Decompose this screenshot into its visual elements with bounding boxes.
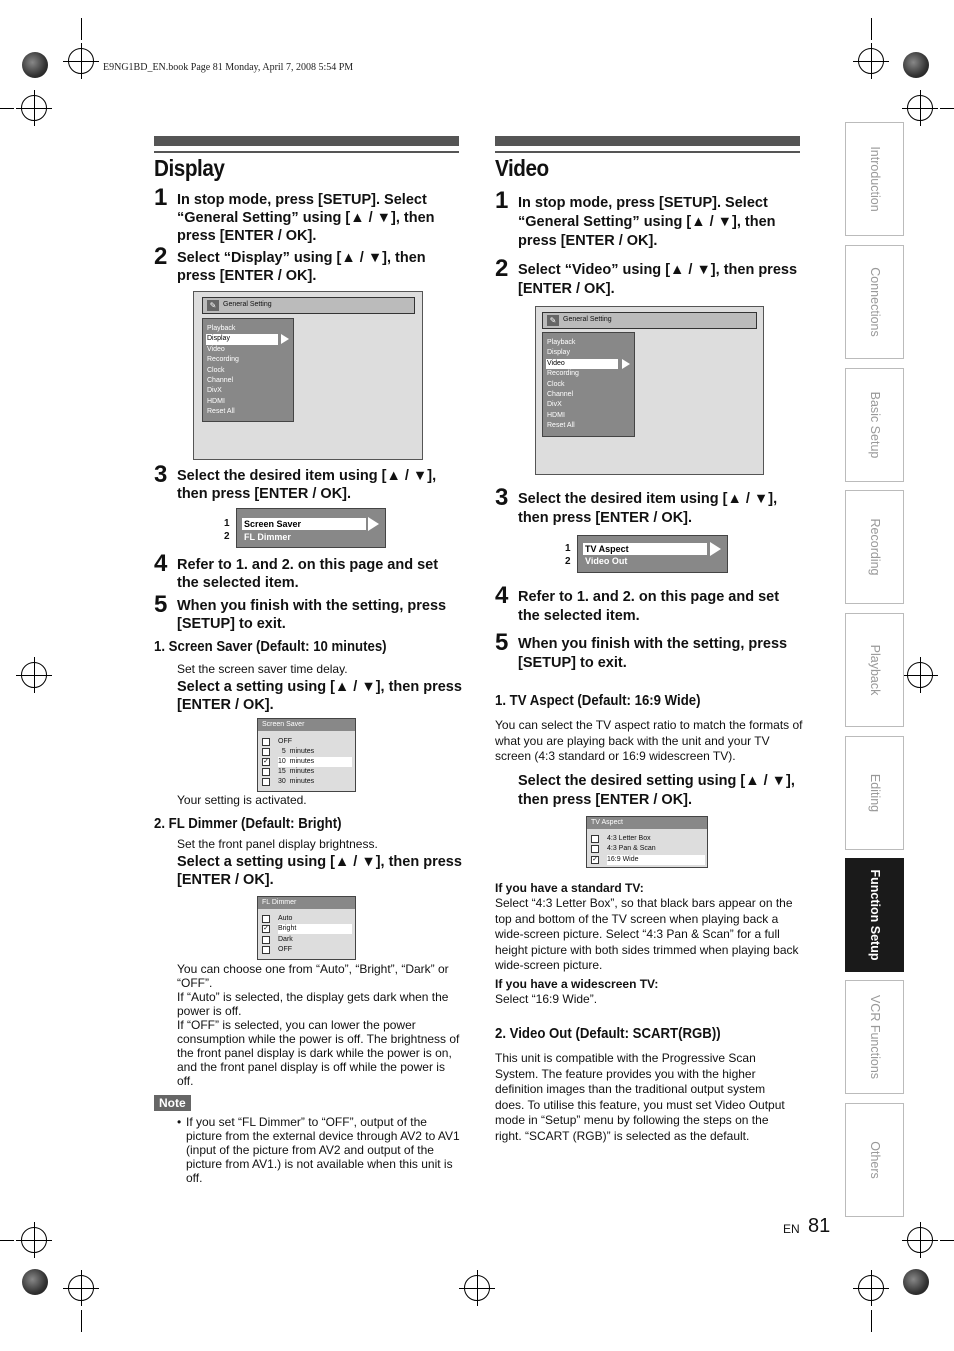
step-number: 3 xyxy=(154,461,168,488)
instruction: Select a setting using [▲ / ▼], then press [ENTER / OK]. xyxy=(177,854,462,888)
section-title-video: Video xyxy=(495,155,549,181)
section-rule xyxy=(154,151,459,153)
registration-ball xyxy=(903,52,929,78)
crop-line xyxy=(0,1240,14,1241)
checkbox-icon[interactable] xyxy=(262,768,270,776)
option-label: Dark xyxy=(278,936,293,943)
step-text: Select the desired item using [▲ / ▼], then press [ENTER / OK]. xyxy=(518,491,778,526)
menu-item[interactable]: Channel xyxy=(207,376,234,384)
menu-item[interactable]: Reset All xyxy=(547,422,575,430)
options-title: FL Dimmer xyxy=(258,897,355,909)
checkbox-icon[interactable] xyxy=(591,845,599,853)
section-bar xyxy=(154,136,459,146)
instruction: Select a setting using [▲ / ▼], then press [ENTER / OK]. xyxy=(177,679,462,713)
menu-item[interactable]: DivX xyxy=(547,401,562,409)
menu-item[interactable]: Channel xyxy=(547,390,574,398)
crop-line xyxy=(871,18,872,40)
menu-item[interactable]: Clock xyxy=(547,380,565,388)
tab-basic-setup[interactable] xyxy=(845,368,904,482)
bullet: • xyxy=(177,1115,182,1129)
crop-target xyxy=(907,1227,933,1253)
option-label: 4:3 Letter Box xyxy=(607,835,651,842)
step-number: 2 xyxy=(154,243,168,270)
step-text: Select the desired item using [▲ / ▼], then press [ENTER / OK]. xyxy=(177,468,437,502)
crop-line xyxy=(871,1310,872,1332)
wrench-icon: ✎ xyxy=(547,315,559,326)
options-body xyxy=(587,829,707,867)
crop-target xyxy=(858,1275,884,1301)
checkbox-icon[interactable] xyxy=(262,738,270,746)
step-number: 5 xyxy=(154,591,168,618)
menu-item[interactable]: HDMI xyxy=(547,411,565,419)
description: This unit is compatible with the Progressive Scan System. The feature provides you with the higher definition images than the traditional output system does. To utilise this feature, you must set Video Output mode in “Setup” menu by following the steps on the right. “SCART (RGB)” is selected as the default. xyxy=(495,1051,785,1143)
step-text: Refer to 1. and 2. on this page and set the selected item. xyxy=(518,589,780,624)
menu-item[interactable]: HDMI xyxy=(207,397,225,405)
tab-label: Basic Setup xyxy=(867,391,882,459)
step-number: 4 xyxy=(154,550,168,577)
picker-item[interactable]: FL Dimmer xyxy=(244,532,291,542)
crop-line xyxy=(0,108,14,109)
menu-item[interactable]: Clock xyxy=(207,366,225,374)
step-number: 1 xyxy=(154,184,168,211)
option-row[interactable] xyxy=(262,935,352,945)
standard-tv-heading: If you have a standard TV: xyxy=(495,881,644,895)
option-label: 4:3 Pan & Scan xyxy=(607,845,656,852)
tab-connections[interactable] xyxy=(845,245,904,359)
options-body xyxy=(258,731,355,791)
option-row[interactable] xyxy=(262,777,352,787)
tv-aspect-options xyxy=(586,816,708,868)
option-row[interactable] xyxy=(262,914,352,924)
crop-line xyxy=(940,108,954,109)
pick-number: 2 xyxy=(565,556,571,567)
subsection-heading: 2. Video Out (Default: SCART(RGB)) xyxy=(495,1025,721,1042)
description: Set the front panel display brightness. xyxy=(177,837,378,851)
page-number: 81 xyxy=(808,1215,831,1237)
item-picker xyxy=(577,535,728,573)
option-label: 16:9 Wide xyxy=(607,855,705,865)
step-text: Select “Video” using [▲ / ▼], then press [ENTER / OK]. xyxy=(518,262,798,297)
section-rule xyxy=(495,151,800,153)
tab-introduction[interactable] xyxy=(845,122,904,236)
subsection-heading: 2. FL Dimmer (Default: Bright) xyxy=(154,815,342,832)
option-label: OFF xyxy=(278,738,292,745)
menu-item[interactable]: Playback xyxy=(547,339,576,346)
description: You can select the TV aspect ratio to match the formats of what you are playing back with the unit and your TV screen (4:3 standard or 16:9 widescreen TV). xyxy=(495,718,803,763)
fl-dimmer-options xyxy=(257,896,356,960)
menu-item[interactable]: Video xyxy=(207,345,225,353)
menu-item[interactable]: Reset All xyxy=(207,408,235,416)
tab-others[interactable] xyxy=(845,1103,904,1217)
note-badge: Note xyxy=(154,1095,191,1111)
screen-saver-options xyxy=(257,718,356,792)
option-row-selected[interactable] xyxy=(262,924,352,934)
checkbox-icon[interactable] xyxy=(262,915,270,923)
print-header: E9NG1BD_EN.book Page 81 Monday, April 7, 2008 5:54 PM xyxy=(103,62,354,73)
arrow-right-icon xyxy=(368,517,379,531)
crop-target xyxy=(464,1275,490,1301)
subsection-heading: 1. Screen Saver (Default: 10 minutes) xyxy=(154,638,387,655)
section-bar xyxy=(495,136,800,146)
option-label: 30 minutes xyxy=(278,778,315,785)
tab-vcr-functions[interactable] xyxy=(845,980,904,1094)
screen-titlebar xyxy=(202,297,415,314)
option-label: 15 minutes xyxy=(278,768,315,775)
tab-label: Playback xyxy=(867,644,882,696)
checkbox-icon[interactable] xyxy=(262,946,270,954)
arrow-right-icon xyxy=(710,542,721,556)
tab-recording[interactable] xyxy=(845,490,904,604)
language-code: EN xyxy=(783,1222,800,1236)
option-label: Auto xyxy=(278,915,293,922)
step-text: In stop mode, press [SETUP]. Select “General Setting” using [▲ / ▼], then press [ENTER / OK]. xyxy=(177,192,435,244)
tab-label: VCR Functions xyxy=(867,994,882,1080)
checked-checkbox-icon[interactable]: ✓ xyxy=(263,758,269,765)
menu-item-selected[interactable]: Display xyxy=(206,334,278,344)
menu-item[interactable]: Recording xyxy=(547,370,579,378)
crop-target xyxy=(907,95,933,121)
step-text: When you finish with the setting, press [SETUP] to exit. xyxy=(177,598,447,632)
crop-target xyxy=(21,1227,47,1253)
arrow-right-icon xyxy=(281,334,289,344)
crop-target xyxy=(858,48,884,74)
widescreen-tv-text: Select “16:9 Wide”. xyxy=(495,992,598,1006)
arrow-right-icon xyxy=(622,359,630,369)
menu-item-selected[interactable]: Video xyxy=(546,359,618,369)
option-label: OFF xyxy=(278,946,292,953)
subsection-heading: 1. TV Aspect (Default: 16:9 Wide) xyxy=(495,692,701,709)
note-text: If you set “FL Dimmer” to “OFF”, output of the picture from the external device through AV2 to AV1 (input of the picture from AV2 and output of the picture from AV1.) is not available when this unit is off. xyxy=(186,1115,460,1185)
checked-checkbox-icon[interactable]: ✓ xyxy=(263,925,269,932)
step-number: 4 xyxy=(495,582,509,609)
tab-label: Introduction xyxy=(867,146,882,212)
checkbox-icon[interactable] xyxy=(591,835,599,843)
options-title: Screen Saver xyxy=(258,719,355,731)
tab-editing[interactable] xyxy=(845,736,904,850)
options-body xyxy=(258,909,355,959)
pick-number: 2 xyxy=(224,531,230,542)
option-row-selected[interactable] xyxy=(262,757,352,767)
step-text: When you finish with the setting, press [SETUP] to exit. xyxy=(518,636,788,671)
picker-item-selected[interactable]: Screen Saver xyxy=(242,518,366,530)
option-label: Bright xyxy=(278,924,352,934)
screen-title: General Setting xyxy=(223,301,272,308)
tab-label: Others xyxy=(867,1141,882,1179)
step-number: 2 xyxy=(495,255,509,282)
checkbox-icon[interactable] xyxy=(262,778,270,786)
registration-ball xyxy=(22,1269,48,1295)
menu-item[interactable]: Display xyxy=(547,349,570,357)
step-text: Select “Display” using [▲ / ▼], then press [ENTER / OK]. xyxy=(177,250,426,284)
wrench-icon: ✎ xyxy=(207,300,219,311)
settings-menu xyxy=(542,332,635,437)
menu-item[interactable]: DivX xyxy=(207,387,222,395)
registration-ball xyxy=(903,1269,929,1295)
crop-target xyxy=(68,1275,94,1301)
option-row[interactable] xyxy=(262,737,352,747)
fl-dimmer-explanation: You can choose one from “Auto”, “Bright”, “Dark” or “OFF”. If “Auto” is selected, the display gets dark when the power is off. If “OFF” is selected, you can lower the power consumption while the power is off. The brightness of the front panel display is dark while the power is on, and the front panel display is off while the power is off. xyxy=(177,962,460,1088)
option-row[interactable] xyxy=(262,945,352,955)
menu-item[interactable]: Recording xyxy=(207,356,239,364)
option-row[interactable] xyxy=(591,834,703,844)
instruction: Select the desired setting using [▲ / ▼], then press [ENTER / OK]. xyxy=(518,773,795,808)
option-row[interactable] xyxy=(591,844,703,854)
pick-number: 1 xyxy=(565,543,571,554)
option-row-selected[interactable] xyxy=(591,855,703,865)
screen-title: General Setting xyxy=(563,316,612,323)
crop-line xyxy=(81,1310,82,1332)
tab-label: Function Setup xyxy=(867,869,882,961)
options-title: TV Aspect xyxy=(587,817,707,829)
step-text: Refer to 1. and 2. on this page and set the selected item. xyxy=(177,557,439,591)
option-row[interactable] xyxy=(262,767,352,777)
section-title-display: Display xyxy=(154,155,225,181)
tab-label: Recording xyxy=(867,518,882,576)
tab-label: Editing xyxy=(867,773,882,813)
tab-label: Connections xyxy=(867,267,882,337)
crop-target xyxy=(68,48,94,74)
item-picker xyxy=(236,508,386,548)
option-label: 10 minutes xyxy=(278,757,352,767)
crop-target xyxy=(907,662,933,688)
checked-checkbox-icon[interactable]: ✓ xyxy=(592,856,598,863)
picker-item[interactable]: Video Out xyxy=(585,556,628,566)
screen-titlebar xyxy=(542,312,757,329)
crop-target xyxy=(21,95,47,121)
general-setting-screen xyxy=(193,291,423,460)
description: Set the screen saver time delay. xyxy=(177,662,348,676)
tab-function-setup[interactable] xyxy=(845,858,904,972)
option-row[interactable] xyxy=(262,747,352,757)
pick-number: 1 xyxy=(224,518,230,529)
menu-item[interactable]: Playback xyxy=(207,325,236,332)
crop-line xyxy=(81,18,82,40)
picker-item-selected[interactable]: TV Aspect xyxy=(583,543,707,555)
crop-target xyxy=(21,662,47,688)
registration-ball xyxy=(22,52,48,78)
checkbox-icon[interactable] xyxy=(262,936,270,944)
standard-tv-text: Select “4:3 Letter Box”, so that black bars appear on the top and bottom of the TV screen when playing back a wide-screen picture. Select “4:3 Pan & Scan” for a full height picture with both sides trimmed when playing back wide-screen picture. xyxy=(495,896,799,972)
result-text: Your setting is activated. xyxy=(177,793,307,807)
step-text: In stop mode, press [SETUP]. Select “General Setting” using [▲ / ▼], then press [ENTER / OK]. xyxy=(518,195,776,249)
option-label: 5 minutes xyxy=(278,748,315,755)
widescreen-tv-heading: If you have a widescreen TV: xyxy=(495,977,659,991)
checkbox-icon[interactable] xyxy=(262,748,270,756)
step-number: 1 xyxy=(495,187,509,214)
tab-playback[interactable] xyxy=(845,613,904,727)
step-number: 3 xyxy=(495,484,509,511)
general-setting-screen xyxy=(535,306,764,475)
step-number: 5 xyxy=(495,629,509,656)
crop-line xyxy=(940,1240,954,1241)
settings-menu xyxy=(202,318,294,422)
